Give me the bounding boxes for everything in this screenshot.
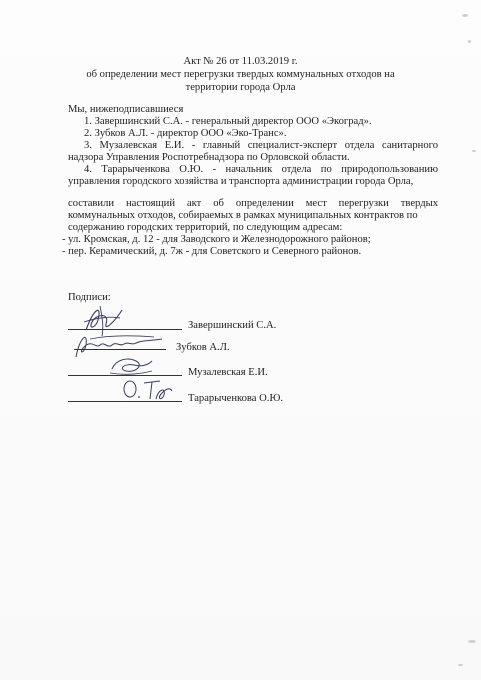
signatures-label: Подписи:	[68, 292, 111, 303]
scan-speck	[472, 150, 476, 152]
scan-speck	[458, 664, 463, 666]
address-2: - пер. Керамический, д. 7ж - для Советского и Северного районов.	[62, 246, 362, 257]
body-line-1: составили настоящий акт об определении мест перегрузки твердых	[68, 198, 438, 209]
body-line-3: содержанию городских территорий, по следующим адресам:	[68, 222, 343, 233]
doc-title: Акт № 26 от 11.03.2019 г.	[183, 56, 298, 67]
signatory-4-name: Тарарыченкова О.Ю.	[188, 393, 283, 404]
scan-speck	[468, 40, 471, 43]
intro-text: Мы, нижеподписавшиеся	[68, 104, 184, 115]
member-4-line2: управления городского хозяйства и транспорта администрации города Орла,	[68, 176, 414, 187]
signature-line-4	[68, 401, 182, 402]
doc-subtitle-line1: об определении мест перегрузки твердых коммунальных отходов на	[86, 69, 395, 80]
address-1: - ул. Кромская, д. 12 - для Заводского и Железнодорожного районов;	[62, 234, 371, 245]
member-1: 1. Завершинский С.А. - генеральный директор ООО «Экоград».	[84, 116, 372, 127]
member-3-line2: надзора Управления Роспотребнадзора по Орловской области.	[68, 152, 350, 163]
signature-line-3	[68, 375, 182, 376]
signature-line-2	[74, 349, 166, 350]
body-line-2: коммунальных отходов, собираемых в рамках муниципальных контрактов по	[68, 210, 418, 221]
scan-speck	[468, 640, 476, 643]
scan-speck	[462, 14, 468, 17]
signatory-1-name: Завершинский С.А.	[188, 320, 277, 331]
doc-subtitle-line2: территории города Орла	[185, 82, 296, 93]
signatory-3-name: Музалевская Е.И.	[188, 367, 268, 378]
member-4-line1: 4. Тарарыченкова О.Ю. - начальник отдела по природопользованию	[84, 164, 438, 175]
member-2: 2. Зубков А.Л. - директор ООО «Эко-Транс».	[84, 128, 287, 139]
signatory-2-name: Зубков А.Л.	[176, 342, 230, 353]
member-3-line1: 3. Музалевская Е.И. - главный специалист-эксперт отдела санитарного	[84, 140, 438, 151]
